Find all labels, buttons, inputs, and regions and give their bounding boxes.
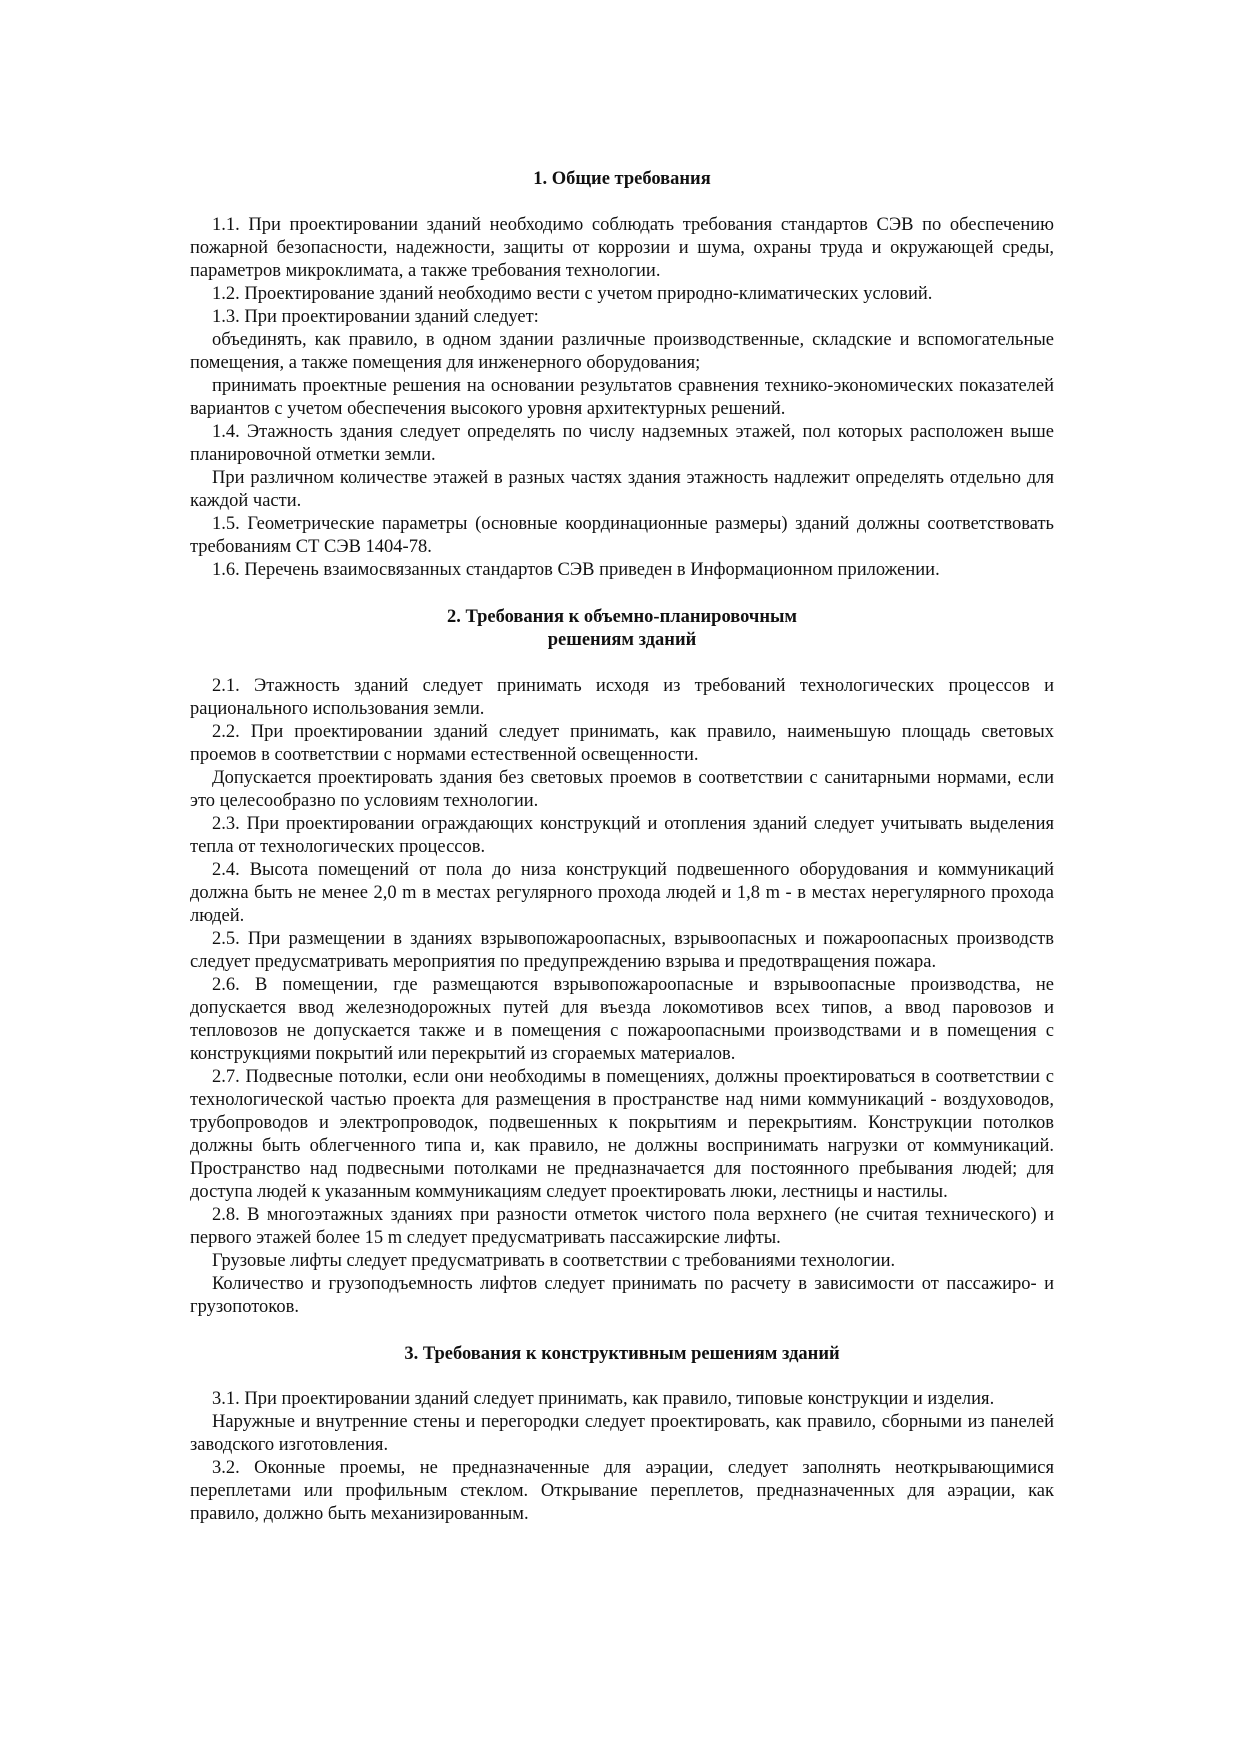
section-2-title-line-2: решениям зданий — [547, 630, 697, 650]
paragraph-1-5: 1.5. Геометрические параметры (основные координационные размеры) зданий должны соответствовать требованиям СТ СЭВ 1404-78. — [190, 514, 1054, 557]
section-3-title-line-1: 3. Требования к конструктивным решениям зданий — [404, 1344, 840, 1364]
paragraph-1-6: 1.6. Перечень взаимосвязанных стандартов СЭВ приведен в Информационном приложении. — [212, 560, 940, 580]
paragraph-1-4: 1.4. Этажность здания следует определять по числу надземных этажей, пол которых расположен выше планировочной отметки земли. — [190, 422, 1054, 465]
paragraph-1-1: 1.1. При проектировании зданий необходимо соблюдать требования стандартов СЭВ по обеспечению пожарной безопасности, надежности, защиты от коррозии и шума, охраны труда и окружающей среды, параметров микроклимата, а также требования технологии. — [190, 215, 1054, 281]
section-1-title — [190, 168, 1054, 191]
paragraph-1-3-item-1: объединять, как правило, в одном здании различные производственные, складские и вспомогательные помещения, а также помещения для инженерного оборудования; — [190, 330, 1054, 373]
paragraph-2-8-note-1: Грузовые лифты следует предусматривать в соответствии с требованиями технологии. — [212, 1251, 896, 1271]
paragraph-1-4-note: При различном количестве этажей в разных частях здания этажность надлежит определять отдельно для каждой части. — [190, 468, 1054, 511]
section-3-title — [190, 1343, 1054, 1366]
paragraph-2-2-note: Допускается проектировать здания без световых проемов в соответствии с санитарными нормами, если это целесообразно по условиям технологии. — [190, 768, 1054, 811]
section-2-title-line-1: 2. Требования к объемно-планировочным — [446, 607, 798, 627]
paragraph-2-8-note-2: Количество и грузоподъемность лифтов следует принимать по расчету в зависимости от пассажиро- и грузопотоков. — [190, 1274, 1054, 1317]
document-page — [190, 168, 1054, 1526]
paragraph-1-3-item-2: принимать проектные решения на основании результатов сравнения технико-экономических показателей вариантов с учетом обеспечения высокого уровня архитектурных решений. — [190, 376, 1054, 419]
paragraph-2-4: 2.4. Высота помещений от пола до низа конструкций подвешенного оборудования и коммуникаций должна быть не менее 2,0 m в местах регулярного прохода людей и 1,8 m - в местах нерегулярного прохода людей. — [190, 860, 1054, 926]
paragraph-1-3: 1.3. При проектировании зданий следует: — [212, 307, 539, 327]
paragraph-3-1-note: Наружные и внутренние стены и перегородки следует проектировать, как правило, сборными из панелей заводского изготовления. — [190, 1412, 1054, 1455]
paragraph-2-8: 2.8. В многоэтажных зданиях при разности отметок чистого пола верхнего (не считая технического) и первого этажей более 15 m следует предусматривать пассажирские лифты. — [190, 1205, 1054, 1248]
paragraph-2-5: 2.5. При размещении в зданиях взрывопожароопасных, взрывоопасных и пожароопасных производств следует предусматривать мероприятия по предупреждению взрыва и предотвращения пожара. — [190, 929, 1054, 972]
paragraph-3-1: 3.1. При проектировании зданий следует принимать, как правило, типовые конструкции и изделия. — [212, 1389, 995, 1409]
paragraph-1-2: 1.2. Проектирование зданий необходимо вести с учетом природно-климатических условий. — [212, 284, 933, 304]
paragraph-3-2: 3.2. Оконные проемы, не предназначенные для аэрации, следует заполнять неоткрывающимися переплетами или профильным стеклом. Открывание переплетов, предназначенных для аэрации, как правило, должно быть механизированным. — [190, 1458, 1054, 1524]
section-2-title — [190, 606, 1054, 652]
paragraph-2-1: 2.1. Этажность зданий следует принимать исходя из требований технологических процессов и рационального использования земли. — [190, 676, 1054, 719]
paragraph-2-7: 2.7. Подвесные потолки, если они необходимы в помещениях, должны проектироваться в соответствии с технологической частью проекта для размещения в пространстве над ними коммуникаций - воздуховодов, трубопроводов и электропроводок, подвешенных к покрытиям и перекрытиям. Конструкции потолков должны быть облегченного типа и, как правило, не должны воспринимать нагрузки от коммуникаций. Пространство над подвесными потолками не предназначается для постоянного пребывания людей; для доступа людей к указанным коммуникациям следует проектировать люки, лестницы и настилы. — [190, 1067, 1054, 1202]
paragraph-2-2: 2.2. При проектировании зданий следует принимать, как правило, наименьшую площадь световых проемов в соответствии с нормами естественной освещенности. — [190, 722, 1054, 765]
section-1-title-line-1: 1. Общие требования — [533, 169, 711, 189]
paragraph-2-6: 2.6. В помещении, где размещаются взрывопожароопасные и взрывоопасные производства, не допускается ввод железнодорожных путей для въезда локомотивов всех типов, а ввод паровозов и тепловозов не допускается также и в помещения с пожароопасными производствами и в помещения с конструкциями покрытий или перекрытий из сгораемых материалов. — [190, 975, 1054, 1064]
paragraph-2-3: 2.3. При проектировании ограждающих конструкций и отопления зданий следует учитывать выделения тепла от технологических процессов. — [190, 814, 1054, 857]
